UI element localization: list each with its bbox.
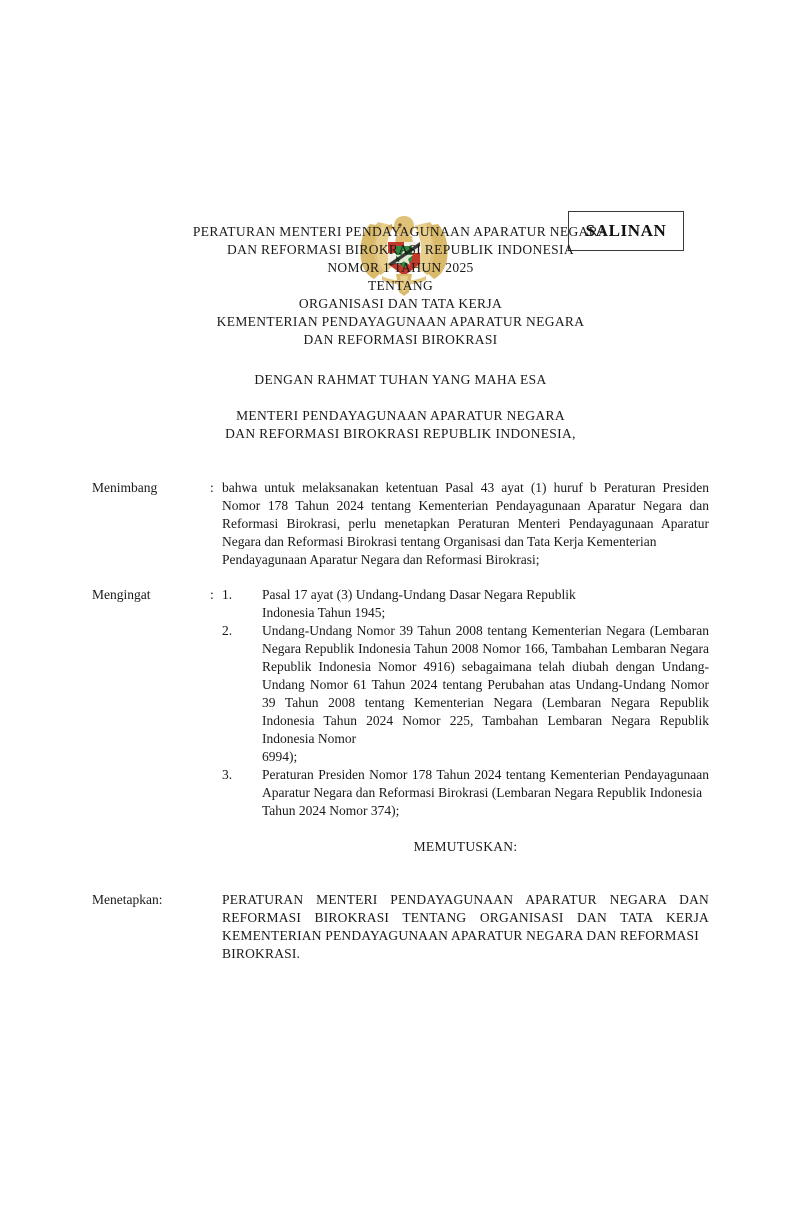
list-item-body: Pasal 17 ayat (3) Undang-Undang Dasar Negara Republik — [262, 587, 576, 602]
title-line-number: NOMOR 1 TAHUN 2025 — [327, 260, 474, 275]
mengingat-list — [222, 586, 709, 820]
list-item-lastline: 6994); — [262, 749, 298, 764]
document-title-block — [92, 223, 709, 349]
title-line-6: KEMENTERIAN PENDAYAGUNAAN APARATUR NEGARA — [216, 314, 585, 329]
mengingat-label: Mengingat — [92, 587, 151, 602]
salinan-label: SALINAN — [585, 221, 667, 240]
list-item-text — [262, 766, 709, 820]
document-subtitle-block — [92, 371, 709, 443]
blessing-line: DENGAN RAHMAT TUHAN YANG MAHA ESA — [254, 372, 547, 387]
clause-mengingat — [92, 586, 709, 874]
menimbang-label: Menimbang — [92, 480, 158, 495]
list-item-text — [262, 622, 709, 766]
menimbang-text: bahwa untuk melaksanakan ketentuan Pasal 43 ayat (1) huruf b Peraturan Presiden Nomor 178 Tahun 2024 tentang Kementerian Pendayagunaan Aparatur Negara dan Reformasi Birokrasi, perlu menetapkan Peraturan Menteri Pendayagunaan Aparatur Negara dan Reformasi Birokrasi tentang Organisasi dan Tata Kerja Kementerian — [222, 480, 709, 549]
mengingat-colon: : — [210, 587, 214, 602]
menimbang-text-last: Pendayagunaan Aparatur Negara dan Reformasi Birokrasi; — [222, 552, 540, 567]
memutuskan-heading: MEMUTUSKAN: — [413, 839, 518, 854]
menetapkan-text-last: BIROKRASI. — [222, 946, 301, 961]
document-clauses — [92, 479, 709, 980]
list-item-number: 1. — [222, 587, 233, 602]
menetapkan-label: Menetapkan: — [92, 892, 163, 907]
list-item-lastline: Tahun 2024 Nomor 374); — [262, 803, 400, 818]
mengingat-body — [222, 586, 709, 874]
clause-menimbang — [92, 479, 709, 569]
menetapkan-body — [222, 891, 709, 963]
list-item-number: 2. — [222, 623, 233, 638]
list-item-lastline: Indonesia Tahun 1945; — [262, 605, 386, 620]
list-item-body: Peraturan Presiden Nomor 178 Tahun 2024 tentang Kementerian Pendayagunaan Aparatur Negara dan Reformasi Birokrasi (Lembaran Negara Republik Indonesia — [262, 767, 709, 800]
list-item-number: 3. — [222, 767, 233, 782]
menetapkan-text: PERATURAN MENTERI PENDAYAGUNAAN APARATUR NEGARA DAN REFORMASI BIROKRASI TENTANG ORGANISASI DAN TATA KERJA KEMENTERIAN PENDAYAGUNAAN APARATUR NEGARA DAN REFORMASI — [222, 892, 709, 943]
title-line-1: PERATURAN MENTERI PENDAYAGUNAAN APARATUR NEGARA — [192, 224, 609, 239]
list-item — [222, 622, 709, 766]
title-line-5: ORGANISASI DAN TATA KERJA — [298, 296, 503, 311]
list-item — [222, 766, 709, 820]
menimbang-colon: : — [210, 480, 214, 495]
authority-line-2: DAN REFORMASI BIROKRASI REPUBLIK INDONESIA, — [225, 426, 576, 441]
title-line-7: DAN REFORMASI BIROKRASI — [303, 332, 498, 347]
list-item — [222, 586, 709, 622]
authority-line-1: MENTERI PENDAYAGUNAAN APARATUR NEGARA — [236, 408, 565, 423]
list-item-body: Undang-Undang Nomor 39 Tahun 2008 tentang Kementerian Negara (Lembaran Negara Republik Indonesia Tahun 2008 Nomor 166, Tambahan Lembaran Negara Republik Indonesia Nomor 4916) sebagaimana telah diubah dengan Undang-Undang Nomor 61 Tahun 2024 tentang Perubahan atas Undang-Undang Nomor 39 Tahun 2008 tentang Kementerian Negara (Lembaran Negara Republik Indonesia Tahun 2024 Nomor 225, Tambahan Lembaran Negara Republik Indonesia Nomor — [262, 623, 709, 746]
clause-menetapkan — [92, 891, 709, 963]
menimbang-body — [222, 479, 709, 569]
title-line-2: DAN REFORMASI BIROKRASI REPUBLIK INDONESIA — [227, 242, 574, 257]
list-item-text — [262, 586, 709, 622]
title-line-tentang: TENTANG — [367, 278, 434, 293]
subtitle-spacer — [92, 389, 709, 407]
